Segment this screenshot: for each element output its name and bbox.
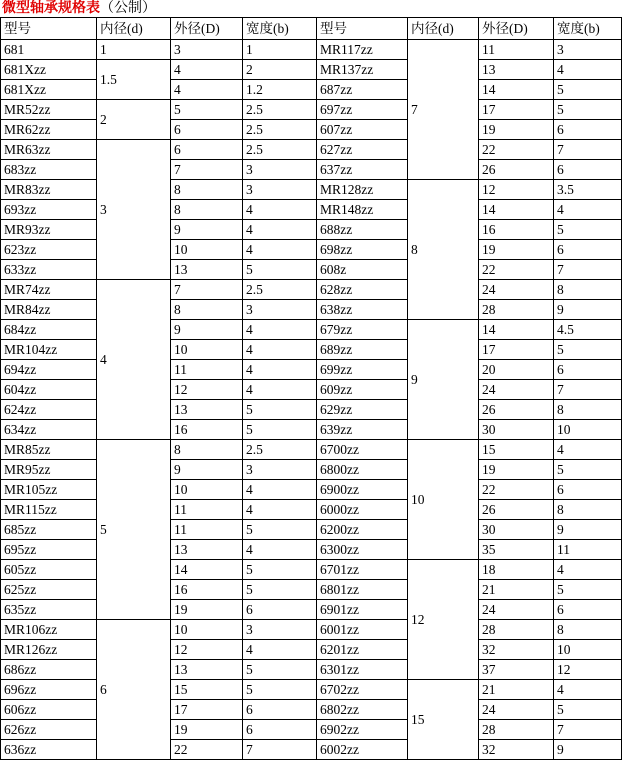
outer-diameter-cell: 19 [479, 240, 554, 260]
width-cell: 8 [554, 620, 622, 640]
width-cell: 2.5 [243, 280, 317, 300]
model-cell: 6701zz [317, 560, 408, 580]
width-cell: 7 [554, 260, 622, 280]
model-cell: 686zz [1, 660, 97, 680]
width-cell: 4 [554, 560, 622, 580]
outer-diameter-cell: 26 [479, 400, 554, 420]
width-cell: 6 [243, 600, 317, 620]
outer-diameter-cell: 15 [479, 440, 554, 460]
model-cell: 605zz [1, 560, 97, 580]
model-cell: MR148zz [317, 200, 408, 220]
width-cell: 9 [554, 300, 622, 320]
table-row [1, 580, 622, 600]
outer-diameter-cell: 10 [171, 620, 243, 640]
table-row [1, 80, 622, 100]
outer-diameter-cell: 9 [171, 320, 243, 340]
page-title [2, 0, 156, 17]
model-cell: 6702zz [317, 680, 408, 700]
outer-diameter-cell: 19 [171, 600, 243, 620]
model-cell: 693zz [1, 200, 97, 220]
outer-diameter-cell: 4 [171, 80, 243, 100]
table-row [1, 140, 622, 160]
model-cell: MR95zz [1, 460, 97, 480]
model-cell: MR85zz [1, 440, 97, 460]
inner-diameter-cell: 15 [408, 680, 479, 760]
width-cell: 1 [243, 40, 317, 60]
width-cell: 3 [243, 180, 317, 200]
outer-diameter-cell: 10 [171, 480, 243, 500]
width-cell: 1.2 [243, 80, 317, 100]
outer-diameter-cell: 6 [171, 120, 243, 140]
outer-diameter-cell: 22 [171, 740, 243, 760]
width-cell: 6 [554, 120, 622, 140]
width-cell: 4.5 [554, 320, 622, 340]
outer-diameter-cell: 32 [479, 740, 554, 760]
outer-diameter-cell: 6 [171, 140, 243, 160]
inner-diameter-cell: 2 [97, 100, 171, 140]
width-cell: 5 [554, 460, 622, 480]
outer-diameter-cell: 21 [479, 580, 554, 600]
outer-diameter-cell: 11 [171, 520, 243, 540]
width-cell: 2.5 [243, 120, 317, 140]
column-header: 型号 [317, 18, 408, 40]
outer-diameter-cell: 8 [171, 200, 243, 220]
model-cell: MR128zz [317, 180, 408, 200]
model-cell: 628zz [317, 280, 408, 300]
table-row [1, 100, 622, 120]
model-cell: 6700zz [317, 440, 408, 460]
table-row [1, 240, 622, 260]
outer-diameter-cell: 8 [171, 300, 243, 320]
width-cell: 2.5 [243, 440, 317, 460]
width-cell: 10 [554, 640, 622, 660]
outer-diameter-cell: 28 [479, 300, 554, 320]
outer-diameter-cell: 22 [479, 260, 554, 280]
model-cell: 695zz [1, 540, 97, 560]
outer-diameter-cell: 28 [479, 720, 554, 740]
width-cell: 10 [554, 420, 622, 440]
inner-diameter-cell: 8 [408, 180, 479, 320]
width-cell: 4 [243, 500, 317, 520]
model-cell: MR74zz [1, 280, 97, 300]
table-row [1, 620, 622, 640]
width-cell: 5 [243, 400, 317, 420]
table-row [1, 220, 622, 240]
outer-diameter-cell: 8 [171, 440, 243, 460]
outer-diameter-cell: 20 [479, 360, 554, 380]
width-cell: 5 [554, 340, 622, 360]
header-row [1, 18, 622, 40]
model-cell: MR63zz [1, 140, 97, 160]
width-cell: 5 [554, 220, 622, 240]
width-cell: 4 [243, 340, 317, 360]
width-cell: 5 [554, 100, 622, 120]
model-cell: MR84zz [1, 300, 97, 320]
width-cell: 4 [243, 380, 317, 400]
column-header: 型号 [1, 18, 97, 40]
model-cell: 6801zz [317, 580, 408, 600]
width-cell: 4 [554, 60, 622, 80]
outer-diameter-cell: 14 [479, 200, 554, 220]
inner-diameter-cell: 1.5 [97, 60, 171, 100]
inner-diameter-cell: 6 [97, 620, 171, 760]
width-cell: 4 [243, 200, 317, 220]
width-cell: 4 [243, 360, 317, 380]
width-cell: 6 [554, 160, 622, 180]
outer-diameter-cell: 21 [479, 680, 554, 700]
model-cell: MR93zz [1, 220, 97, 240]
outer-diameter-cell: 14 [171, 560, 243, 580]
width-cell: 9 [554, 520, 622, 540]
width-cell: 2.5 [243, 100, 317, 120]
outer-diameter-cell: 5 [171, 100, 243, 120]
outer-diameter-cell: 13 [171, 660, 243, 680]
outer-diameter-cell: 19 [171, 720, 243, 740]
width-cell: 11 [554, 540, 622, 560]
width-cell: 5 [554, 700, 622, 720]
model-cell: 689zz [317, 340, 408, 360]
model-cell: 608z [317, 260, 408, 280]
model-cell: 699zz [317, 360, 408, 380]
outer-diameter-cell: 10 [171, 340, 243, 360]
model-cell: 684zz [1, 320, 97, 340]
outer-diameter-cell: 24 [479, 700, 554, 720]
width-cell: 3 [554, 40, 622, 60]
width-cell: 4 [554, 200, 622, 220]
width-cell: 8 [554, 500, 622, 520]
table-row [1, 120, 622, 140]
outer-diameter-cell: 8 [171, 180, 243, 200]
model-cell: 6902zz [317, 720, 408, 740]
model-cell: 625zz [1, 580, 97, 600]
inner-diameter-cell: 3 [97, 140, 171, 280]
width-cell: 3 [243, 620, 317, 640]
table-row [1, 380, 622, 400]
width-cell: 5 [243, 260, 317, 280]
model-cell: 683zz [1, 160, 97, 180]
width-cell: 7 [554, 380, 622, 400]
table-row [1, 300, 622, 320]
table-row [1, 200, 622, 220]
model-cell: MR83zz [1, 180, 97, 200]
width-cell: 5 [243, 660, 317, 680]
model-cell: 624zz [1, 400, 97, 420]
outer-diameter-cell: 24 [479, 380, 554, 400]
width-cell: 6 [243, 700, 317, 720]
model-cell: 638zz [317, 300, 408, 320]
model-cell: 6200zz [317, 520, 408, 540]
width-cell: 4 [554, 440, 622, 460]
table-row [1, 60, 622, 80]
width-cell: 5 [243, 580, 317, 600]
model-cell: 679zz [317, 320, 408, 340]
outer-diameter-cell: 16 [479, 220, 554, 240]
width-cell: 8 [554, 400, 622, 420]
outer-diameter-cell: 11 [171, 500, 243, 520]
model-cell: 634zz [1, 420, 97, 440]
table-row [1, 460, 622, 480]
width-cell: 5 [554, 80, 622, 100]
model-cell: MR126zz [1, 640, 97, 660]
table-row [1, 660, 622, 680]
model-cell: 681Xzz [1, 60, 97, 80]
model-cell: 6800zz [317, 460, 408, 480]
outer-diameter-cell: 9 [171, 220, 243, 240]
bearing-spec-table [0, 17, 622, 760]
outer-diameter-cell: 14 [479, 80, 554, 100]
model-cell: MR117zz [317, 40, 408, 60]
table-row [1, 280, 622, 300]
model-cell: 6301zz [317, 660, 408, 680]
model-cell: 629zz [317, 400, 408, 420]
inner-diameter-cell: 10 [408, 440, 479, 560]
outer-diameter-cell: 24 [479, 600, 554, 620]
table-row [1, 320, 622, 340]
model-cell: 609zz [317, 380, 408, 400]
width-cell: 4 [243, 480, 317, 500]
column-header: 宽度(b) [554, 18, 622, 40]
model-cell: 633zz [1, 260, 97, 280]
outer-diameter-cell: 17 [479, 340, 554, 360]
model-cell: 6000zz [317, 500, 408, 520]
width-cell: 6 [243, 720, 317, 740]
model-cell: 604zz [1, 380, 97, 400]
width-cell: 3 [243, 160, 317, 180]
width-cell: 5 [243, 560, 317, 580]
width-cell: 7 [554, 720, 622, 740]
width-cell: 4 [243, 220, 317, 240]
table-row [1, 560, 622, 580]
width-cell: 7 [554, 140, 622, 160]
outer-diameter-cell: 37 [479, 660, 554, 680]
table-row [1, 500, 622, 520]
width-cell: 8 [554, 280, 622, 300]
outer-diameter-cell: 26 [479, 500, 554, 520]
width-cell: 5 [243, 520, 317, 540]
width-cell: 4 [243, 640, 317, 660]
width-cell: 5 [243, 420, 317, 440]
outer-diameter-cell: 17 [479, 100, 554, 120]
inner-diameter-cell: 1 [97, 40, 171, 60]
model-cell: 623zz [1, 240, 97, 260]
model-cell: 6802zz [317, 700, 408, 720]
outer-diameter-cell: 7 [171, 160, 243, 180]
width-cell: 5 [243, 680, 317, 700]
inner-diameter-cell: 4 [97, 280, 171, 440]
model-cell: MR62zz [1, 120, 97, 140]
table-row [1, 680, 622, 700]
model-cell: MR104zz [1, 340, 97, 360]
outer-diameter-cell: 26 [479, 160, 554, 180]
table-row [1, 520, 622, 540]
model-cell: MR106zz [1, 620, 97, 640]
outer-diameter-cell: 13 [171, 260, 243, 280]
width-cell: 2.5 [243, 140, 317, 160]
width-cell: 6 [554, 360, 622, 380]
model-cell: 636zz [1, 740, 97, 760]
model-cell: 697zz [317, 100, 408, 120]
model-cell: 637zz [317, 160, 408, 180]
inner-diameter-cell: 9 [408, 320, 479, 440]
table-row [1, 180, 622, 200]
outer-diameter-cell: 16 [171, 420, 243, 440]
outer-diameter-cell: 22 [479, 140, 554, 160]
model-cell: 681 [1, 40, 97, 60]
model-cell: 635zz [1, 600, 97, 620]
width-cell: 4 [243, 320, 317, 340]
outer-diameter-cell: 28 [479, 620, 554, 640]
model-cell: 606zz [1, 700, 97, 720]
outer-diameter-cell: 32 [479, 640, 554, 660]
model-cell: 681Xzz [1, 80, 97, 100]
outer-diameter-cell: 9 [171, 460, 243, 480]
model-cell: 6001zz [317, 620, 408, 640]
table-row [1, 440, 622, 460]
outer-diameter-cell: 13 [171, 540, 243, 560]
outer-diameter-cell: 18 [479, 560, 554, 580]
width-cell: 4 [243, 240, 317, 260]
table-row [1, 740, 622, 760]
outer-diameter-cell: 24 [479, 280, 554, 300]
width-cell: 9 [554, 740, 622, 760]
outer-diameter-cell: 35 [479, 540, 554, 560]
width-cell: 3 [243, 300, 317, 320]
table-row [1, 400, 622, 420]
column-header: 外径(D) [171, 18, 243, 40]
outer-diameter-cell: 10 [171, 240, 243, 260]
table-row [1, 540, 622, 560]
outer-diameter-cell: 11 [171, 360, 243, 380]
outer-diameter-cell: 19 [479, 120, 554, 140]
table-row [1, 360, 622, 380]
table-row [1, 600, 622, 620]
model-cell: 687zz [317, 80, 408, 100]
outer-diameter-cell: 7 [171, 280, 243, 300]
width-cell: 5 [554, 580, 622, 600]
width-cell: 6 [554, 240, 622, 260]
column-header: 内径(d) [97, 18, 171, 40]
width-cell: 2 [243, 60, 317, 80]
outer-diameter-cell: 17 [171, 700, 243, 720]
model-cell: 698zz [317, 240, 408, 260]
model-cell: 688zz [317, 220, 408, 240]
column-header: 宽度(b) [243, 18, 317, 40]
model-cell: 694zz [1, 360, 97, 380]
outer-diameter-cell: 19 [479, 460, 554, 480]
width-cell: 6 [554, 480, 622, 500]
model-cell: 6002zz [317, 740, 408, 760]
width-cell: 4 [554, 680, 622, 700]
column-header: 内径(d) [408, 18, 479, 40]
model-cell: 607zz [317, 120, 408, 140]
model-cell: 639zz [317, 420, 408, 440]
inner-diameter-cell: 5 [97, 440, 171, 620]
table-row [1, 260, 622, 280]
table-row [1, 420, 622, 440]
width-cell: 3 [243, 460, 317, 480]
model-cell: 626zz [1, 720, 97, 740]
model-cell: 6901zz [317, 600, 408, 620]
width-cell: 4 [243, 540, 317, 560]
model-cell: 685zz [1, 520, 97, 540]
table-row [1, 40, 622, 60]
outer-diameter-cell: 14 [479, 320, 554, 340]
outer-diameter-cell: 12 [171, 380, 243, 400]
model-cell: 6900zz [317, 480, 408, 500]
model-cell: MR105zz [1, 480, 97, 500]
width-cell: 7 [243, 740, 317, 760]
column-header: 外径(D) [479, 18, 554, 40]
model-cell: MR52zz [1, 100, 97, 120]
title-main: 微型轴承规格表 [2, 1, 100, 16]
model-cell: 696zz [1, 680, 97, 700]
table-row [1, 700, 622, 720]
outer-diameter-cell: 4 [171, 60, 243, 80]
model-cell: 6201zz [317, 640, 408, 660]
outer-diameter-cell: 15 [171, 680, 243, 700]
table-row [1, 160, 622, 180]
width-cell: 3.5 [554, 180, 622, 200]
outer-diameter-cell: 11 [479, 40, 554, 60]
outer-diameter-cell: 22 [479, 480, 554, 500]
outer-diameter-cell: 12 [479, 180, 554, 200]
table-row [1, 480, 622, 500]
table-row [1, 340, 622, 360]
model-cell: MR137zz [317, 60, 408, 80]
outer-diameter-cell: 3 [171, 40, 243, 60]
outer-diameter-cell: 12 [171, 640, 243, 660]
table-body [1, 18, 622, 760]
title-sub: （公制） [100, 1, 156, 16]
width-cell: 6 [554, 600, 622, 620]
outer-diameter-cell: 30 [479, 520, 554, 540]
inner-diameter-cell: 7 [408, 40, 479, 180]
width-cell: 12 [554, 660, 622, 680]
model-cell: MR115zz [1, 500, 97, 520]
outer-diameter-cell: 13 [479, 60, 554, 80]
outer-diameter-cell: 30 [479, 420, 554, 440]
model-cell: 6300zz [317, 540, 408, 560]
outer-diameter-cell: 16 [171, 580, 243, 600]
model-cell: 627zz [317, 140, 408, 160]
outer-diameter-cell: 13 [171, 400, 243, 420]
table-row [1, 720, 622, 740]
inner-diameter-cell: 12 [408, 560, 479, 680]
table-row [1, 640, 622, 660]
